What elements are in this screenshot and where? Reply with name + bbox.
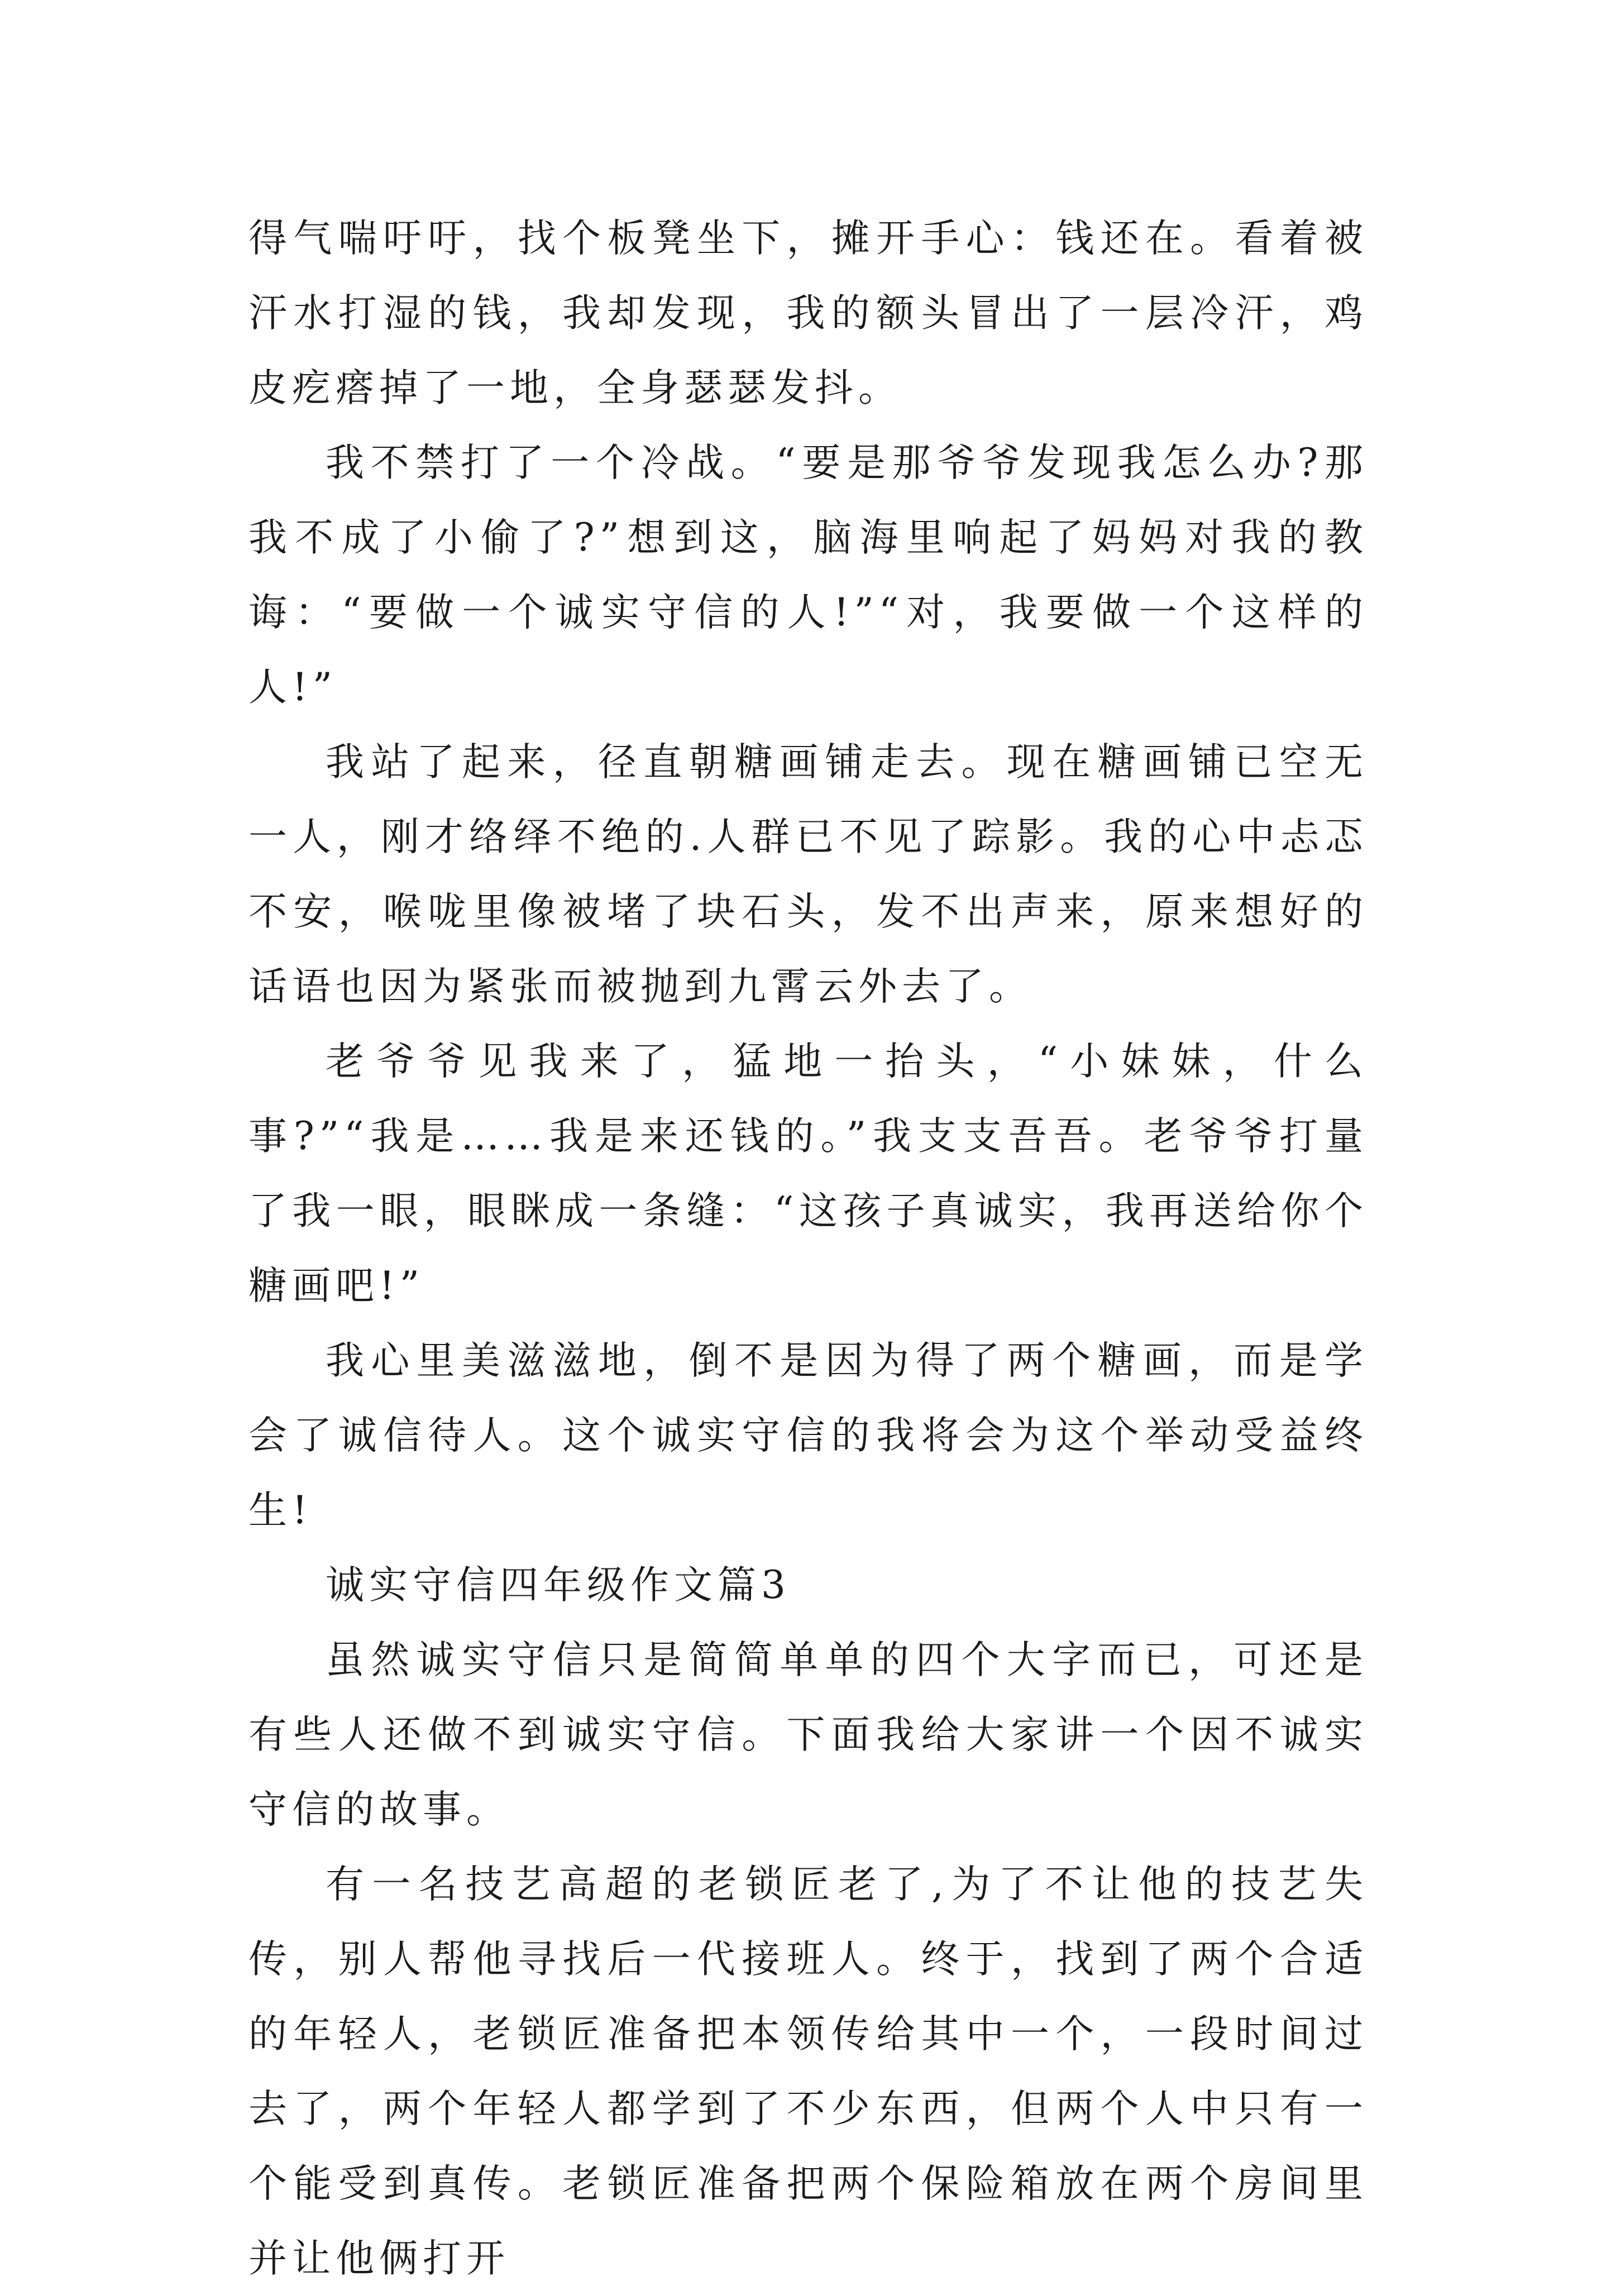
section-heading: 诚实守信四年级作文篇3 — [326, 1563, 791, 1608]
paragraph-6: 虽然诚实守信只是简简单单的四个大字而已，可还是有些人还做不到诚实守信。下面我给大家讲一个因不诚实守信的故事。 — [248, 1638, 1368, 1832]
paragraph-5: 我心里美滋滋地，倒不是因为得了两个糖画，而是学会了诚信待人。这个诚实守信的我将会为这个举动受益终生! — [248, 1338, 1368, 1533]
paragraph-3: 我站了起来，径直朝糖画铺走去。现在糖画铺已空无一人，刚才络绎不绝的.人群已不见了踪影。我的心中忐忑不安，喉咙里像被堵了块石头，发不出声来，原来想好的话语也因为紧张而被抛到九霄云外去了。 — [248, 740, 1368, 1009]
paragraph-2: 我不禁打了一个冷战。“要是那爷爷发现我怎么办?那我不成了小偷了?”想到这，脑海里响起了妈妈对我的教诲：“要做一个诚实守信的人!”“对，我要做一个这样的人!” — [248, 441, 1368, 710]
paragraph-7: 有一名技艺高超的老锁匠老了,为了不让他的技艺失传，别人帮他寻找后一代接班人。终于，找到了两个合适的年轻人，老锁匠准备把本领传给其中一个，一段时间过去了，两个年轻人都学到了不少东西，但两个人中只有一个能受到真传。老锁匠准备把两个保险箱放在两个房间里并让他俩打开 — [248, 1862, 1368, 2281]
document-body — [248, 201, 1368, 2296]
paragraph-4: 老爷爷见我来了，猛地一抬头，“小妹妹，什么事?”“我是……我是来还钱的。”我支支吾吾。老爷爷打量了我一眼，眼眯成一条缝：“这孩子真诚实，我再送给你个糖画吧!” — [248, 1039, 1368, 1308]
paragraph-1: 得气喘吁吁，找个板凳坐下，摊开手心：钱还在。看着被汗水打湿的钱，我却发现，我的额头冒出了一层冷汗，鸡皮疙瘩掉了一地，全身瑟瑟发抖。 — [248, 216, 1368, 410]
